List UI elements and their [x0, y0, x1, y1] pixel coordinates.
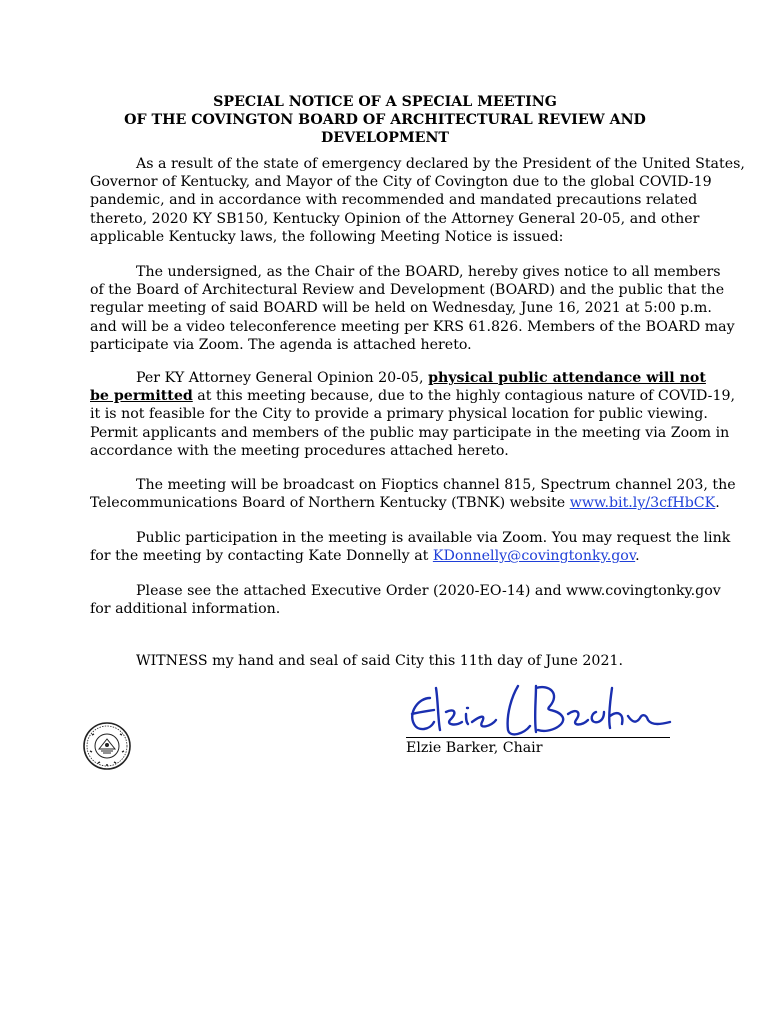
- witness-line: WITNESS my hand and seal of said City this 11th day of June 2021.: [136, 653, 624, 669]
- text-segment: for the meeting by contacting Kate Donnelly at: [90, 548, 433, 565]
- emphasis-text: be permitted: [90, 388, 193, 405]
- city-seal-icon: [82, 721, 132, 771]
- paragraph-participation: [90, 529, 731, 565]
- text-line: of the Board of Architectural Review and Development (BOARD) and the public that the: [90, 282, 725, 299]
- text-line: The undersigned, as the Chair of the BOARD, hereby gives notice to all members: [136, 264, 721, 280]
- text-line: [90, 547, 680, 565]
- notice-title: [90, 93, 680, 147]
- text-line: Public participation in the meeting is available via Zoom. You may request the link: [136, 530, 731, 546]
- tbnk-website-link[interactable]: www.bit.ly/3cfHbCK: [569, 495, 716, 512]
- title-line-3: DEVELOPMENT: [321, 130, 449, 146]
- text-line: As a result of the state of emergency declared by the President of the United States,: [136, 156, 745, 172]
- text-line: Governor of Kentucky, and Mayor of the City of Covington due to the global COVID-19: [90, 174, 712, 191]
- paragraph-witness: [90, 652, 680, 670]
- text-segment: Telecommunications Board of Northern Kentucky (TBNK) website: [90, 495, 570, 512]
- emphasis-text: physical public attendance will not: [428, 370, 706, 386]
- title-line-1: SPECIAL NOTICE OF A SPECIAL MEETING: [213, 94, 557, 110]
- paragraph-broadcast: [90, 476, 736, 512]
- text-line: it is not feasible for the City to provide a primary physical location for public viewing.: [90, 406, 708, 423]
- text-line: accordance with the meeting procedures attached hereto.: [90, 442, 509, 459]
- paragraph-meeting-notice: [90, 263, 735, 354]
- text-segment: .: [635, 548, 640, 565]
- text-line: for additional information.: [90, 601, 281, 618]
- text-line: regular meeting of said BOARD will be held on Wednesday, June 16, 2021 at 5:00 p.m.: [90, 300, 712, 317]
- text-line: participate via Zoom. The agenda is attached hereto.: [90, 336, 472, 353]
- text-segment: .: [715, 495, 720, 512]
- text-line: Permit applicants and members of the public may participate in the meeting via Zoom in: [90, 424, 730, 441]
- signature-line: [406, 737, 670, 738]
- email-link[interactable]: KDonnelly@covingtonky.gov: [432, 548, 636, 565]
- text-line: [90, 369, 706, 387]
- text-line: The meeting will be broadcast on Fioptics channel 815, Spectrum channel 203, the: [136, 477, 736, 493]
- signer-name: Elzie Barker, Chair: [406, 740, 543, 756]
- text-line: applicable Kentucky laws, the following Meeting Notice is issued:: [90, 228, 564, 245]
- paragraph-executive-order: [90, 582, 721, 618]
- text-line: and will be a video teleconference meeting per KRS 61.826. Members of the BOARD may: [90, 318, 735, 335]
- title-line-2: OF THE COVINGTON BOARD OF ARCHITECTURAL REVIEW AND: [124, 112, 646, 128]
- text-line: Please see the attached Executive Order (2020-EO-14) and www.covingtonky.gov: [136, 583, 721, 599]
- text-line: thereto, 2020 KY SB150, Kentucky Opinion of the Attorney General 20-05, and other: [90, 210, 700, 227]
- paragraph-attendance: [90, 369, 736, 460]
- text-segment: at this meeting because, due to the highly contagious nature of COVID-19,: [192, 388, 736, 405]
- text-line: pandemic, and in accordance with recommended and mandated precautions related: [90, 192, 698, 209]
- paragraph-emergency: [90, 155, 745, 246]
- text-line: [90, 494, 720, 512]
- text-segment: Per KY Attorney General Opinion 20-05,: [136, 370, 429, 386]
- text-line: [90, 387, 736, 405]
